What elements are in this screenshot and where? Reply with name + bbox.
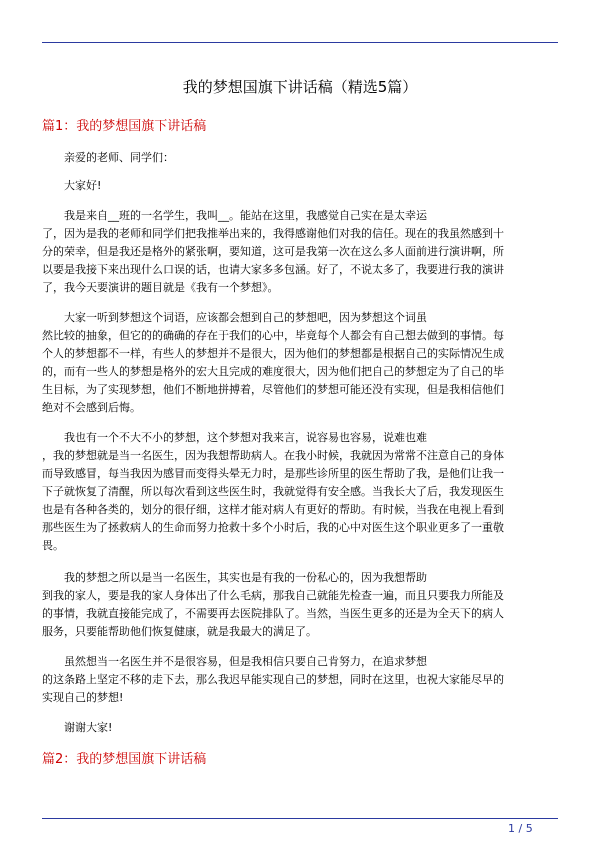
section-heading-2: 篇2：我的梦想国旗下讲话稿	[42, 752, 207, 767]
body-line: 那些医生为了拯救病人的生命而努力抢救十多个小时后，我的心中对医生这个职业更多了一重敬	[42, 521, 504, 534]
body-line: 虽然想当一名医生并不是很容易，但是我相信只要自己肯努力，在追求梦想	[64, 655, 427, 668]
body-line: ，我的梦想就是当一名医生，因为我想帮助病人。在我小时候，我就因为常常不注意自己的身体	[42, 449, 504, 462]
body-line: 而导致感冒，每当我因为感冒而变得头晕无力时，是那些诊所里的医生帮助了我，是他们让我一	[42, 467, 504, 480]
body-line: 谢谢大家!	[64, 721, 113, 734]
body-line: 我是来自__班的一名学生，我叫__。能站在这里，我感觉自己实在是太幸运	[64, 209, 427, 222]
body-line: 我也有一个不大不小的梦想，这个梦想对我来言，说容易也容易，说难也难	[64, 431, 427, 444]
body-line: 个人的梦想都不一样，有些人的梦想并不是很大，因为他们的梦想都是根据自己的实际情况生成	[42, 347, 504, 360]
body-line: 以要是我接下来出现什么口误的话，也请大家多多包涵。好了，不说太多了，我要进行我的演讲	[42, 263, 504, 276]
section-heading-1: 篇1：我的梦想国旗下讲话稿	[42, 119, 207, 134]
body-line: 然比较的抽象，但它的的确确的存在于我们的心中，毕竟每个人都会有自己想去做到的事情。每	[42, 329, 504, 342]
body-line: 分的荣幸，但是我还是格外的紧张啊，要知道，这可是我第一次在这么多人面前进行演讲啊，所	[42, 245, 504, 258]
body-line: 实现自己的梦想!	[42, 691, 124, 704]
page-number: 1 / 5	[508, 822, 533, 835]
body-line: 到我的家人，要是我的家人身体出了什么毛病，那我自己就能先检查一遍，而且只要我力所能及	[42, 589, 504, 602]
body-line: 的这条路上坚定不移的走下去，那么我迟早能实现自己的梦想，同时在这里，也祝大家能尽早的	[42, 673, 504, 686]
footer-rule	[42, 818, 558, 819]
body-line: 畏。	[42, 539, 64, 552]
body-line: 了，我今天要演讲的题目就是《我有一个梦想》。	[42, 281, 279, 294]
body-line: 也是有各种各类的，划分的很仔细，这样才能对病人有更好的帮助。有时候，当我在电视上看到	[42, 503, 504, 516]
body-line: 绝对不会感到后悔。	[42, 401, 141, 414]
body-line: 生目标，为了实现梦想，他们不断地拼搏着，尽管他们的梦想可能还没有实现，但是我相信他们	[42, 383, 504, 396]
body-line: 大家一听到梦想这个词语，应该都会想到自己的梦想吧，因为梦想这个词虽	[64, 311, 427, 324]
body-line: 亲爱的老师、同学们：	[64, 151, 174, 164]
body-line: 的事情，我就直接能完成了，不需要再去医院排队了。当然，当医生更多的还是为全天下的病人	[42, 607, 504, 620]
body-line: 大家好!	[64, 179, 102, 192]
header-rule	[42, 42, 558, 43]
document-title: 我的梦想国旗下讲话稿（精选5篇）	[182, 78, 418, 96]
body-line: 的，而有一些人的梦想是格外的宏大且完成的难度很大，因为他们把自己的梦想定为了自己的毕	[42, 365, 504, 378]
body-line: 服务，只要能帮助他们恢复健康，就是我最大的满足了。	[42, 625, 317, 638]
body-line: 我的梦想之所以是当一名医生，其实也是有我的一份私心的，因为我想帮助	[64, 571, 427, 584]
body-line: 下子就恢复了清醒，所以每次看到这些医生时，我就觉得有安全感。当我长大了后，我发现医生	[42, 485, 504, 498]
body-line: 了，因为是我的老师和同学们把我推举出来的，我得感谢他们对我的信任。现在的我虽然感到十	[42, 227, 504, 240]
